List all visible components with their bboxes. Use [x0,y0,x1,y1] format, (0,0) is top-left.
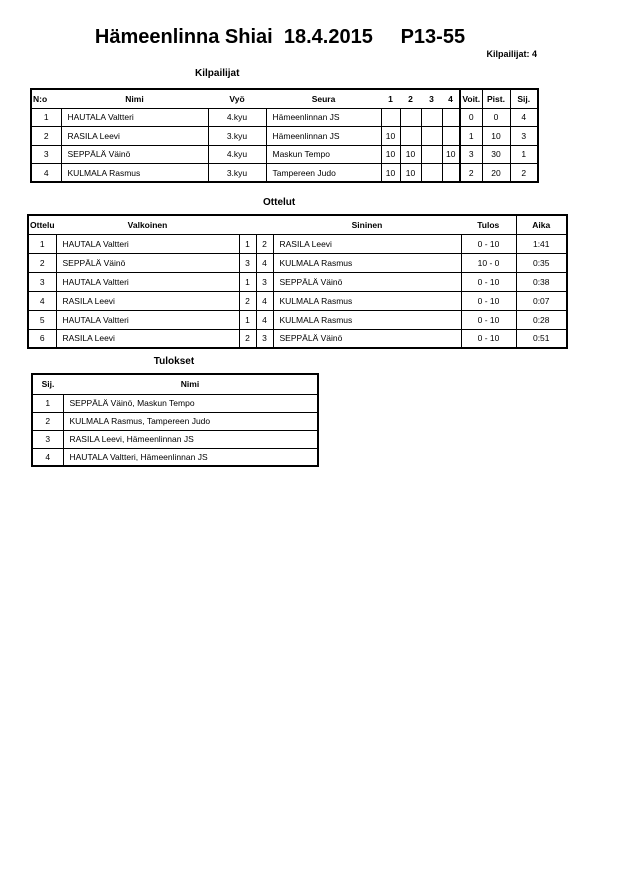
table-cell: 0 - 10 [461,234,516,253]
table-cell: 1 [31,108,61,127]
table-cell: 3 [32,430,63,448]
table-cell: 3 [28,272,56,291]
table-cell: KULMALA Rasmus, Tampereen Judo [63,412,318,430]
match-row [28,234,567,253]
table-cell: 4 [31,164,61,183]
table-cell: 0 [460,108,482,127]
match-row [28,272,567,291]
result-row [32,448,318,466]
table-cell: 10 [482,127,510,146]
column-header: 1 [381,89,400,108]
table-cell: Hämeenlinnan JS [266,127,381,146]
table-cell: Hämeenlinnan JS [266,108,381,127]
table-cell: 10 [400,164,421,183]
table-cell: 0:38 [516,272,567,291]
table-cell: 1 [239,234,256,253]
table-cell: Maskun Tempo [266,145,381,164]
column-header: Valkoinen [56,215,239,234]
table-cell: 0 - 10 [461,272,516,291]
table-cell: 4 [510,108,538,127]
table-cell [442,164,460,183]
competitors-table [30,88,539,183]
participants-count: Kilpailijat: 4 [486,49,537,59]
table-cell: 3 [239,253,256,272]
table-cell: 1 [28,234,56,253]
table-cell: SEPPÄLÄ Väinö [273,329,461,348]
column-header: 4 [442,89,460,108]
table-cell: 6 [28,329,56,348]
table-cell: KULMALA Rasmus [273,253,461,272]
table-cell: SEPPÄLÄ Väinö, Maskun Tempo [63,394,318,412]
table-cell [400,127,421,146]
results-section-title: Tulokset [153,356,195,367]
page-title: Hämeenlinna Shiai 18.4.2015 P13-55 [94,26,466,48]
match-row [28,310,567,329]
table-cell: 0:07 [516,291,567,310]
matches-table [27,214,568,349]
match-row [28,253,567,272]
table-cell [442,127,460,146]
table-cell: RASILA Leevi [61,127,208,146]
column-header: N:o [31,89,61,108]
table-cell: RASILA Leevi [56,291,239,310]
competitors-section-title: Kilpailijat [195,68,240,79]
competitor-row [31,108,538,127]
table-cell: 2 [32,412,63,430]
competitor-row [31,127,538,146]
table-cell: HAUTALA Valtteri [56,310,239,329]
column-header: Nimi [61,89,208,108]
column-header: Sij. [510,89,538,108]
table-cell [442,108,460,127]
table-cell: 3 [31,145,61,164]
column-header: 3 [421,89,442,108]
table-cell: 1 [460,127,482,146]
column-header [256,215,273,234]
table-cell: 0:35 [516,253,567,272]
table-cell: 1:41 [516,234,567,253]
table-cell: SEPPÄLÄ Väinö [56,253,239,272]
table-cell: 2 [28,253,56,272]
table-cell: 5 [28,310,56,329]
table-cell: HAUTALA Valtteri [61,108,208,127]
table-cell [400,108,421,127]
column-header: Tulos [461,215,516,234]
column-header: Sininen [273,215,461,234]
table-cell: HAUTALA Valtteri [56,234,239,253]
table-cell: 4 [256,310,273,329]
table-cell: KULMALA Rasmus [273,291,461,310]
table-cell: 1 [32,394,63,412]
table-cell: 0 - 10 [461,329,516,348]
table-cell: SEPPÄLÄ Väinö [61,145,208,164]
column-header: Sij. [32,374,63,394]
table-cell: 2 [256,234,273,253]
match-row [28,291,567,310]
table-cell: 10 [400,145,421,164]
table-cell: 4.kyu [208,108,266,127]
result-row [32,430,318,448]
table-cell: KULMALA Rasmus [273,310,461,329]
competitor-row [31,145,538,164]
table-cell [421,164,442,183]
competitor-row [31,164,538,183]
table-cell: 3 [460,145,482,164]
table-cell: 2 [31,127,61,146]
table-cell: RASILA Leevi [273,234,461,253]
table-cell: 2 [239,329,256,348]
table-cell: KULMALA Rasmus [61,164,208,183]
column-header: Vyö [208,89,266,108]
table-cell: 0:28 [516,310,567,329]
matches-section-title: Ottelut [263,197,296,208]
table-cell [421,108,442,127]
result-row [32,412,318,430]
table-cell: 0 - 10 [461,291,516,310]
table-cell: 3 [256,329,273,348]
results-table [31,373,319,467]
column-header: Seura [266,89,381,108]
table-cell: 3 [510,127,538,146]
table-cell: 0:51 [516,329,567,348]
matches-header-row [28,215,567,234]
table-cell: 30 [482,145,510,164]
table-cell: HAUTALA Valtteri [56,272,239,291]
result-row [32,394,318,412]
table-cell: 4 [256,291,273,310]
table-cell: 4 [32,448,63,466]
column-header: Nimi [63,374,318,394]
table-cell: 2 [460,164,482,183]
table-cell: 3.kyu [208,127,266,146]
table-cell: 1 [239,310,256,329]
table-cell: SEPPÄLÄ Väinö [273,272,461,291]
table-cell [421,145,442,164]
competitors-header-row [31,89,538,108]
column-header: Aika [516,215,567,234]
table-cell: 20 [482,164,510,183]
table-cell: 3 [256,272,273,291]
table-cell: 10 [381,127,400,146]
table-cell: RASILA Leevi [56,329,239,348]
table-cell: 10 - 0 [461,253,516,272]
table-cell: 10 [381,164,400,183]
column-header [239,215,256,234]
table-cell: 2 [239,291,256,310]
table-cell: HAUTALA Valtteri, Hämeenlinnan JS [63,448,318,466]
table-cell: 0 [482,108,510,127]
table-cell: RASILA Leevi, Hämeenlinnan JS [63,430,318,448]
results-header-row [32,374,318,394]
table-cell [381,108,400,127]
column-header: 2 [400,89,421,108]
table-cell: 2 [510,164,538,183]
table-cell: 10 [442,145,460,164]
table-cell [421,127,442,146]
column-header: Pist. [482,89,510,108]
table-cell: 10 [381,145,400,164]
column-header: Ottelu [28,215,56,234]
column-header: Voit. [460,89,482,108]
table-cell: 4.kyu [208,145,266,164]
table-cell: 1 [510,145,538,164]
table-cell: 3.kyu [208,164,266,183]
table-cell: 1 [239,272,256,291]
match-row [28,329,567,348]
table-cell: Tampereen Judo [266,164,381,183]
table-cell: 4 [28,291,56,310]
table-cell: 4 [256,253,273,272]
table-cell: 0 - 10 [461,310,516,329]
